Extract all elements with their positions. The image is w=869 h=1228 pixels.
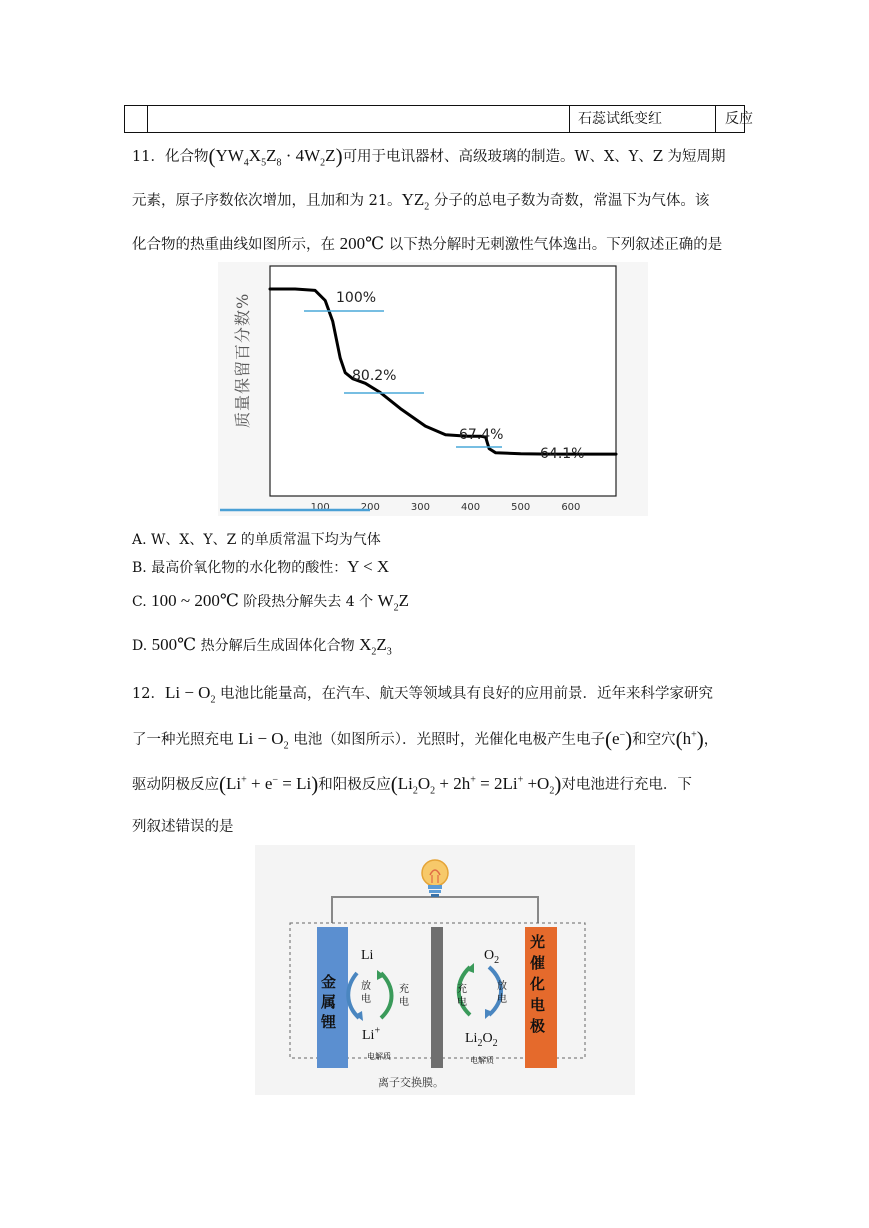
x-tick-label: 200 bbox=[360, 502, 380, 513]
table-cell-a bbox=[125, 106, 148, 132]
option-b[interactable]: B. 最高价氧化物的水化物的酸性：Y < X bbox=[132, 557, 390, 576]
left-discharge-label: 放电 bbox=[361, 981, 371, 1005]
table-cell-d: 反应 bbox=[725, 111, 753, 127]
yz2-formula: $YZ_2$ bbox=[401, 190, 430, 213]
li-ion-label: Li+ bbox=[362, 1025, 381, 1043]
right-charge-label: 充电 bbox=[457, 984, 467, 1008]
battery-diagram bbox=[255, 845, 635, 1095]
membrane-label: 离子交换膜。 bbox=[378, 1076, 444, 1089]
q12-line-3: 驱动阴极反应(Li+ + e− = Li)和阳极反应$(Li_2O_2 + 2h^+ = 2Li^+ +O_2)$对电池进行充电．下 bbox=[132, 772, 692, 797]
x-tick-label: 100 bbox=[310, 502, 330, 513]
chart-y-axis-label: 质量保留百分数% bbox=[233, 292, 252, 428]
q12-line-4: 列叙述错误的是 bbox=[132, 819, 234, 835]
q11-number: 11．化合物 bbox=[132, 149, 209, 165]
x-tick-label: 500 bbox=[511, 502, 531, 513]
right-discharge-label: 放电 bbox=[497, 981, 507, 1005]
table-row bbox=[124, 105, 753, 133]
photocatalytic-electrode-label: 光催化电极 bbox=[530, 933, 546, 1035]
q11-formula: $YW_4X_5Z_8 \cdot 4W_2Z$ bbox=[215, 146, 336, 169]
table-cell-b bbox=[148, 106, 570, 132]
electrolyte-right-label: 电解质 bbox=[470, 1056, 494, 1065]
option-a[interactable]: A. W、X、Y、Z 的单质常温下均为气体 bbox=[132, 532, 381, 548]
temp-200: 200℃ bbox=[339, 234, 385, 253]
ion-exchange-membrane bbox=[431, 927, 443, 1068]
x-tick-label: 400 bbox=[461, 502, 481, 513]
electrolyte-left-label: 电解质 bbox=[367, 1052, 391, 1061]
q12-line-1: 12．$Li - O_2$ 电池比能量高，在汽车、航天等领域具有良好的应用前景．近年来科学家研究 bbox=[132, 683, 714, 706]
x-tick-label: 300 bbox=[410, 502, 430, 513]
option-c[interactable]: C. 100 ~ 200℃ 阶段热分解失去 4 个 $W_2Z$ bbox=[132, 591, 409, 614]
x-tick-label: 600 bbox=[561, 502, 581, 513]
table-cell-c: 石蕊试纸变红 bbox=[570, 106, 716, 132]
li-label: Li bbox=[361, 948, 374, 963]
option-d[interactable]: D. 500℃ 热分解后生成固体化合物 $X_2Z_3$ bbox=[132, 635, 392, 658]
lithium-electrode-label: 金属锂 bbox=[321, 973, 337, 1031]
left-charge-label: 充电 bbox=[399, 984, 409, 1008]
o2-label: $O_2$ bbox=[484, 948, 500, 966]
annotation-label: 80.2% bbox=[352, 368, 397, 384]
tga-chart bbox=[218, 262, 648, 516]
annotation-label: 100% bbox=[336, 290, 377, 306]
annotation-label: 67.4% bbox=[459, 427, 504, 443]
q12-line-2: 了一种光照充电 $Li - O_2$ 电池（如图所示）．光照时，光催化电极产生电子(e−)和空穴(h+)， bbox=[132, 727, 719, 752]
li2o2-label: $Li_2O_2$ bbox=[465, 1031, 498, 1049]
annotation-label: 64.1% bbox=[540, 446, 585, 462]
q11-line-1-text: 可用于电讯器材、高级玻璃的制造。W、X、Y、Z 为短周期 bbox=[342, 149, 726, 165]
q11-line-1: 11．化合物$(YW_4X_5Z_8 \cdot 4W_2Z)$可用于电讯器材、高级玻璃的制造。W、X、Y、Z 为短周期 bbox=[132, 144, 726, 169]
q11-line-3: 化合物的热重曲线如图所示，在 200℃ 以下热分解时无刺激性气体逸出。下列叙述正确的是 bbox=[132, 234, 723, 253]
q11-line-2: 元素，原子序数依次增加，且加和为 21。$YZ_2$ 分子的总电子数为奇数，常温下为气体。该 bbox=[132, 190, 710, 213]
q12-number: 12． bbox=[132, 686, 165, 702]
